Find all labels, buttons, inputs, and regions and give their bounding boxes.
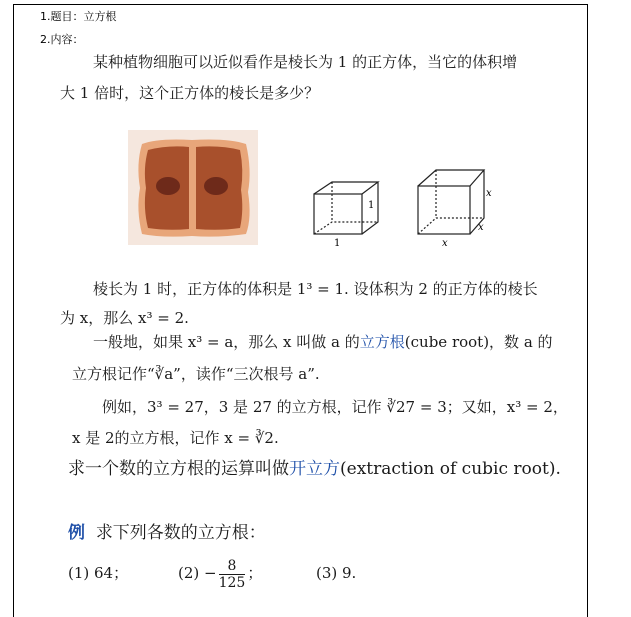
operation-definition xyxy=(68,459,561,479)
explain-p3-line-2: x 是 2的立方根，记作 x = ∛2. xyxy=(72,429,279,447)
cell-left-nucleus xyxy=(156,177,180,195)
small-cube-bottom-label: 1 xyxy=(334,238,341,249)
large-cube-bottom-label: x xyxy=(442,238,448,249)
example-label: 例 xyxy=(68,523,85,543)
cube-root-term: 立方根 xyxy=(359,333,405,351)
example-item-2 xyxy=(178,556,262,591)
header-content-label: 2.内容： xyxy=(40,33,84,46)
operation-text-b: (extraction of cubic root). xyxy=(340,459,561,479)
example-item-2-suffix: ； xyxy=(247,564,263,582)
header-title: 1.题目：立方根 xyxy=(40,10,117,23)
large-cube-side-label: x xyxy=(486,188,492,199)
example-item-2-prefix: (2) − xyxy=(178,564,217,582)
fraction-numerator: 8 xyxy=(219,558,246,575)
explain-p3-line-1: 例如，3³ = 27，3 是 27 的立方根，记作 ∛27 = 3；又如，x³ = 2， xyxy=(102,398,568,416)
plant-cell-drawing xyxy=(128,130,258,245)
large-cube xyxy=(418,170,484,234)
small-cube-side-label: 1 xyxy=(368,200,375,211)
problem-line-2: 大 1 倍时，这个正方体的棱长是多少？ xyxy=(60,84,320,102)
cell-right-nucleus xyxy=(204,177,228,195)
example-item-2-fraction xyxy=(219,558,246,591)
fraction-denominator: 125 xyxy=(218,574,246,591)
explain-p1-line-2: 为 x，那么 x³ = 2. xyxy=(60,309,189,327)
large-cube-depth-label: x xyxy=(478,222,484,233)
operation-text-a: 求一个数的立方根的运算叫做 xyxy=(68,459,289,479)
explain-p2-text-a: 一般地，如果 x³ = a，那么 x 叫做 a 的 xyxy=(93,333,360,351)
problem-line-1: 某种植物细胞可以近似看作是棱长为 1 的正方体，当它的体积增 xyxy=(93,53,518,71)
explain-p2-line-1 xyxy=(93,332,553,352)
plant-cell-image xyxy=(128,130,258,245)
example-title: 求下列各数的立方根： xyxy=(95,523,266,543)
cube-diagrams xyxy=(300,160,510,250)
extraction-term: 开立方 xyxy=(289,459,340,479)
example-item-3: (3) 9. xyxy=(316,564,357,582)
explain-p2-text-b: (cube root)，数 a 的 xyxy=(404,333,553,351)
example-heading xyxy=(68,523,266,543)
explain-p2-line-2: 立方根记作“∛a”，读作“三次根号 a”. xyxy=(72,365,320,383)
explain-p1-line-1: 棱长为 1 时，正方体的体积是 1³ = 1. 设体积为 2 的正方体的棱长 xyxy=(93,280,538,298)
example-item-1: (1) 64； xyxy=(68,564,129,582)
